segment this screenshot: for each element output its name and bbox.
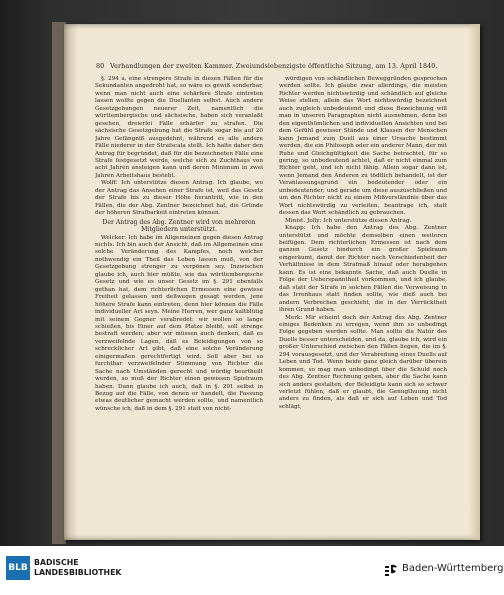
library-name[interactable] [34,558,121,578]
library-name-line1: BADISCHE [34,558,79,567]
viewer-footer [0,546,504,595]
running-head [96,62,446,72]
paragraph: würdigen von schändlichen Beweggründen gesprochen werden sollte. Ich glaube zwar allerdings, die meisten Richter werden nichtswürdig und schändlich auf gleiche Weise stellen, allein das Wort nichtswürdig bezeichnet auch zugleich unbedeutend und diese Bezeichnung will man in unseren Paragraphen nicht ausnehmen, denn bei den eigenthümlichen und individuellen Ansichten und bei dem Gefühl gewisser Stände und Klassen der Menschen kann Jemand zum Duell aus einer Ursache bestimmt werden, die ein Philosoph oder ein anderer Mann, der mit Ruhe und Gleichgültigkeit die Sache betrachtet, für so gering, so unbedeutend achtet, daß er nicht einmal zum Richter geht, und ich nicht fähig. Allein sogar dann ist, wenn Jemand den Anderen zu tödtlich behandelt, ist der Veranlassungsgrund ein bedeutender oder ein unbedeutender; und gerade um diese auszuschließen und um den Richter nicht zu einem Mißverständnis über das Wort nichtswürdig zu verleiten, beantrage ich, statt dessen das Wort schändlich zu gebrauchen. [279,76,447,217]
page-number: 80 [96,62,105,70]
paragraph: Minist. Jolly: Ich unterstütze diesen Antrag. [285,217,412,224]
baden-wuerttemberg-logo-icon[interactable] [383,562,399,578]
blb-logo[interactable]: BLB [6,556,30,580]
state-name[interactable]: Baden-Württemberg [402,563,504,574]
running-title: Verhandlungen der zweiten Kammer. Zweiundsiebenzigste öffentliche Sitzung, am 13. April 1840. [110,62,438,70]
left-text-column [95,76,263,518]
paragraph: Welcker: Ich habe im Allgemeinen gegen diesen Antrag nichts. Ich bin auch der Ansicht, daß im Allgemeinen eine solche Veränderung des Kampfes, noch welcher nothwendig ein Theil das Leben lassen muß, von der Gesetzgebung strenger zu verpönen sey. Inzwischen glaube ich, auch hier müßte, wie das württembergische Gesetz und wie es unser Gesetz im §. 291 ebenfalls gethan hat, dem richterlichen Ermessen eine gewisse Freiheit gelassen und deßwegen gesagt werden, jene höhere Strafe kann eintreten, denn hier können die Fälle individueller Art seyn. Meine Herren, wer ganz kaltblütig mit seinem Gegner verabredet: wir wollen so lange schießen, bis Einer auf dem Platze bleibt, soll strenge bestraft werden; aber wir müssen auch denken, daß es verzweifelnde Lagen, daß es Beleidigungen von so schrecklicher Art gibt, daß eine solche Veränderung einigermaßen gerechtfertigt wird. Soll aber bei so furchtbar verzweifelnder Stimmung von Richter die Sache nach Umständen gerecht und würdig beurtheilt werden, so muß der Richter einen gewissen Spielraum haben. Dann glaube ich auch, daß in §. 291 selbst in Bezug auf die Fälle, von denen er handelt, die Fassung etwas deutlicher gemacht werden sollte, und namentlich wünsche ich, daß in dem §. 291 statt von nicht- [95,234,263,412]
paragraph: §. 294 a. eine strengere Strafe in diesen Fällen für die Sekundanten angedroht hat, so wäre es gewiß sonderbar, wenn man nicht auch eine schärfere Strafe eintreten lassen wollte gegen die Duellanten selbst. Auch andere Gesetzgebungen neuerer Zeit, namentlich die württembergische und sächsische, haben sich veranlaßt gesehen, dreierlei Fälle schärfer zu strafen. Die sächsische Gesetzgebung hat die Strafe sogar bis auf 20 Jahre Gefängniß ausgedehnt, während es alle andere Fälle niederer in der Strafscala stellt. Ich halte daher den Antrag für begründet, daß für die bezeichneten Fälle eine Strafe festgesetzt werde, welche sich zu Zuchthaus von acht Jahren ansteigen kann und deren Minimum in zwei Jahren Arbeitshaus besteht. [95,76,263,179]
paragraph: Knapp: Ich habe den Antrag des Abg. Zentner unterstützt und möchte demselben einen weiteren beifügen. Dem richterlichen Ermessen ist nach dem ganzen Gesetz hindurch ein großer Spielraum eingeräumt, damit der Richter nach Verschiedenheit der Verhältnisse in dem Strafmaß hinauf oder herabgehen kann. Es ist eine bekannte Sache, daß auch Duelle in Folge der Ueberspanntheit vorkommen, und ich glaube, daß statt der Strafe in solchen Fällen die Verweisung in das Irrenhaus statt finden sollte, wie dieß auch bei andern Verbrechen geschieht, die in der Verrücktheit ihren Grund haben. [279,225,447,314]
library-name-line2: LANDESBIBLIOTHEK [34,568,122,577]
section-heading: Der Antrag des Abg. Zentner wird von mehreren Mitgliedern unterstützt. [102,218,256,234]
right-text-column [279,76,447,518]
paragraph: Wolff: Ich unterstütze diesen Antrag. Ich glaube, wo der Antrag das Ansehen einer Strafe ist, weil das Gesetz der Strafe bis zu dieser Höhe herantritt, wie in den Fällen, die der Abg. Zentner bezeichnet hat, die Gründe der höheren Strafbarkeit eintreten können. [95,180,263,217]
paragraph: Merk: Mir scheint doch der Antrag des Abg. Zentner einiges Bedenken zu erregen, wenn ihm so unbedingt Folge gegeben werden sollte. Man sollte die Natur des Duells besser unterscheiden, und da, glaube ich, wird ein großer Unterschied zwischen den Fällen liegen, die im §. 294 vorausgesetzt, und der Verabredung eines Duells auf Leben und Tod. Wenn beide ganz gleich darüber überein kommen, so mag man unbedingt über die Schuld noch des Abg. Zentner Rechnung geben, aber die Sache kann sich anders gestalten, der Beleidigte kann sich so schwer verletzt fühlen, daß er glaubt, die Genugthuung nicht anders zu finden, als daß er sich auf Leben und Tod schlägt, [279,314,447,410]
